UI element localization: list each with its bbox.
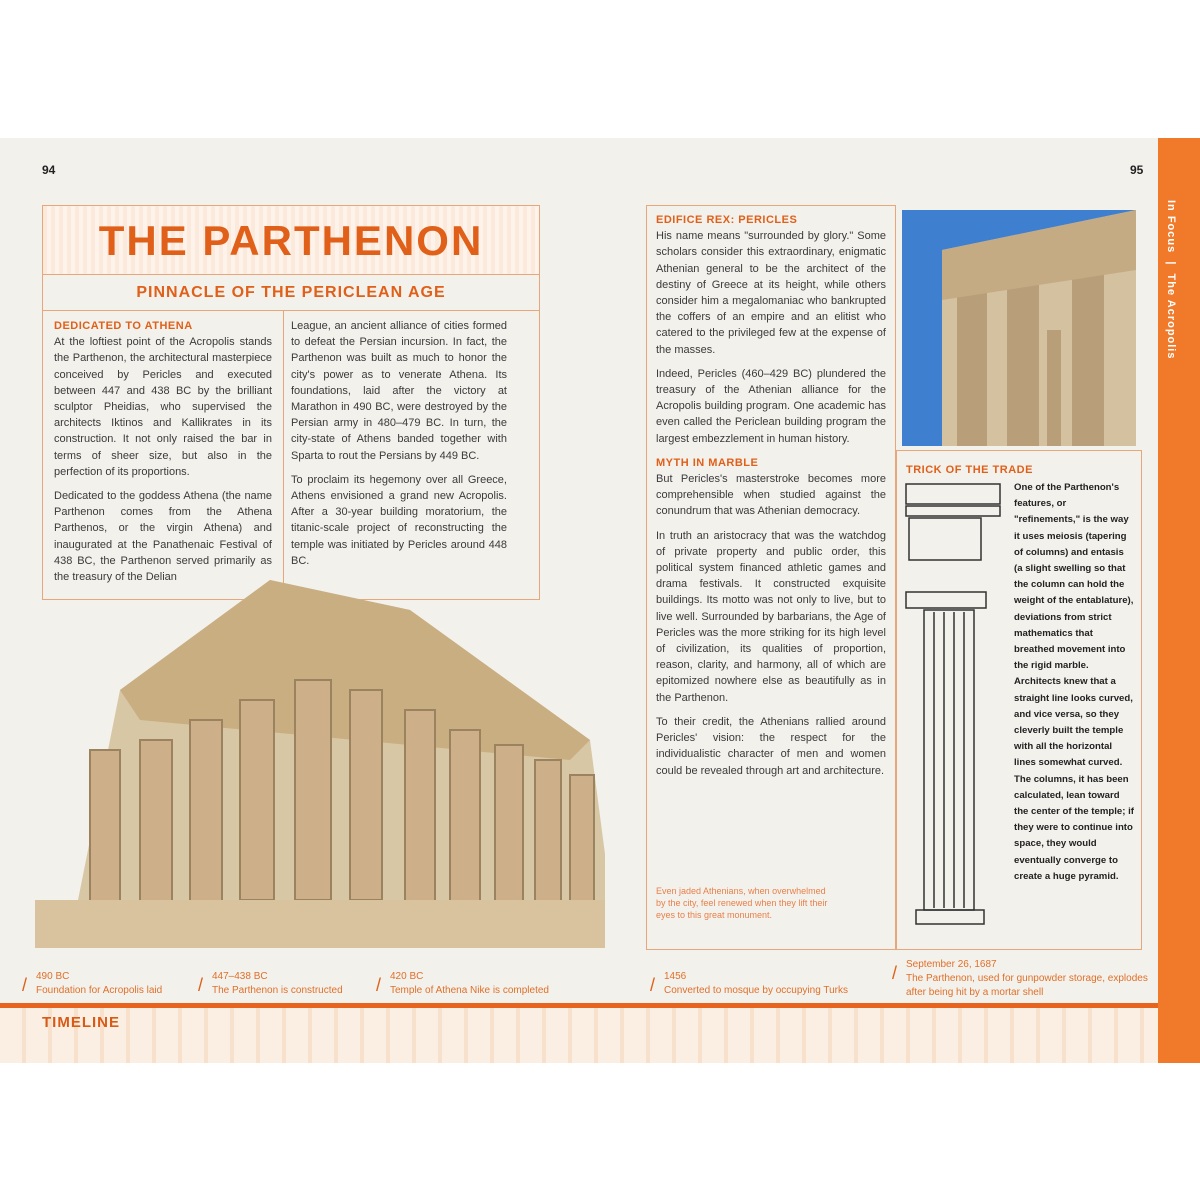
column-divider: [283, 311, 284, 601]
paragraph: At the loftiest point of the Acropolis stands the Parthenon, the architectural masterpiece conceived by Pericles and executed between 447 and 438 BC by the brilliant sculptor Pheidias, who supervised the architects Iktinos and Kallikrates in its construction. It not only raised the bar in terms of sheer size, but also in the perfection of its proportions.: [54, 336, 272, 478]
timeline-event: [892, 958, 1152, 1000]
timeline-label: TIMELINE: [42, 1014, 120, 1031]
photo-caption: Even jaded Athenians, when overwhelmed by the city, feel renewed when they lift their eyes to this great monument.: [656, 886, 828, 920]
column-photo: [902, 210, 1136, 446]
page-title: THE PARTHENON: [42, 205, 540, 275]
paragraph: To proclaim its hegemony over all Greece, Athens envisioned a grand new Acropolis. After a 30-year building moratorium, the titanic-scale project of reconstructing the temple was initiated by Pericles around 448 BC.: [291, 473, 507, 567]
left-column: [54, 318, 272, 593]
timeline-event: [198, 970, 343, 998]
section-tab-label: In Focus | The Acropolis: [1165, 200, 1177, 360]
event-text: Temple of Athena Nike is completed: [390, 985, 549, 996]
event-date: / 420 BC: [390, 971, 424, 982]
event-date: / September 26, 1687: [906, 959, 997, 970]
event-text: Foundation for Acropolis laid: [36, 985, 163, 996]
trick-text: One of the Parthenon's features, or "refinements," is the way it uses meiosis (tapering of columns) and entasis (a slight swelling so that the column can hold the weight of the entablature), deviations from strict mathematics that breathed movement into the rigid marble. Architects knew that a straight line looks curved, and vice versa, so they cleverly built the temple with all the horizontal lines somewhat curved. The columns, it has been calculated, lean toward the center of the temple; if they were to continue into space, they would eventually converge to create a huge pyramid.: [1014, 482, 1134, 882]
paragraph: League, an ancient alliance of cities formed to defeat the Persian incursion. In fact, the Parthenon was built as much to honor the city's power as to venerate Athena. Its foundations, laid after the victory at Marathon in 490 BC, were destroyed by the Persian army in 480–479 BC. In turn, the city-state of Athens banded together with Sparta to rout the Persians by 449 BC.: [291, 320, 507, 462]
event-date: / 490 BC: [36, 971, 70, 982]
parthenon-photo: [30, 570, 605, 950]
paragraph: To their credit, the Athenians rallied around Pericles' vision: the respect for the individualistic character of men and women could be revealed through art and architecture.: [656, 715, 886, 777]
paragraph: His name means "surrounded by glory." Some scholars consider this extraordinary, enigmatic Athenian general to be the architect of the destiny of Greece at its height, while others consider him a megalomaniac who bankrupted the coffers of an empire and an elitist who catered to the privileged few at the expense of the masses.: [656, 230, 886, 356]
page-number-right: 95: [1130, 163, 1144, 177]
timeline-event: [22, 970, 162, 998]
middle-column: [291, 318, 507, 577]
event-text: The Parthenon, used for gunpowder storage, explodes after being hit by a mortar shell: [906, 973, 1148, 998]
paragraph: But Pericles's masterstroke becomes more comprehensible when studied against the conundrum that was Athenian democracy.: [656, 473, 886, 518]
tab-section: In Focus: [1165, 200, 1177, 254]
section-heading: EDIFICE REX: PERICLES: [656, 214, 798, 226]
page-subtitle: PINNACLE OF THE PERICLEAN AGE: [42, 275, 540, 311]
doric-column-drawing: [904, 482, 1008, 932]
paragraph: Indeed, Pericles (460–429 BC) plundered the treasury of the Athenian alliance for the Acropolis building program. One academic has even called the Periclean building program the largest embezzlement in human history.: [656, 367, 886, 445]
event-text: Converted to mosque by occupying Turks: [664, 985, 848, 996]
paragraph: In truth an aristocracy that was the watchdog of private property and public order, this political system financed athletic games and drama festivals. It constructed exquisite buildings. Its motto was not only to live, but to live well. Surrounded by barbarians, the Age of Pericles was the more striking for its high level of civilization, its qualities of proportion, reason, clarity, and harmony, all of which are epitomized nowhere else as beautifully as in the Parthenon.: [656, 529, 886, 704]
sidebar-heading: TRICK OF THE TRADE: [906, 464, 1033, 476]
tab-topic: The Acropolis: [1165, 273, 1177, 360]
section-heading: MYTH IN MARBLE: [656, 456, 759, 469]
right-column: [656, 212, 886, 787]
timeline-event: [376, 970, 549, 998]
event-date: / 447–438 BC: [212, 971, 268, 982]
timeline-event: [650, 970, 848, 998]
page-number-left: 94: [42, 163, 56, 177]
event-date: / 1456: [664, 971, 687, 982]
section-heading: DEDICATED TO ATHENA: [54, 320, 193, 332]
paragraph: Dedicated to the goddess Athena (the name Parthenon comes from the Athena Parthenos, or the virgin Athena) and inaugurated at the Panathenaic Festival of 438 BC, the Parthenon served primarily as the treasury of the Delian: [54, 490, 272, 584]
trick-sidebar: [906, 462, 1136, 478]
greek-key-band: [0, 1008, 1158, 1063]
event-text: The Parthenon is constructed: [212, 985, 343, 996]
